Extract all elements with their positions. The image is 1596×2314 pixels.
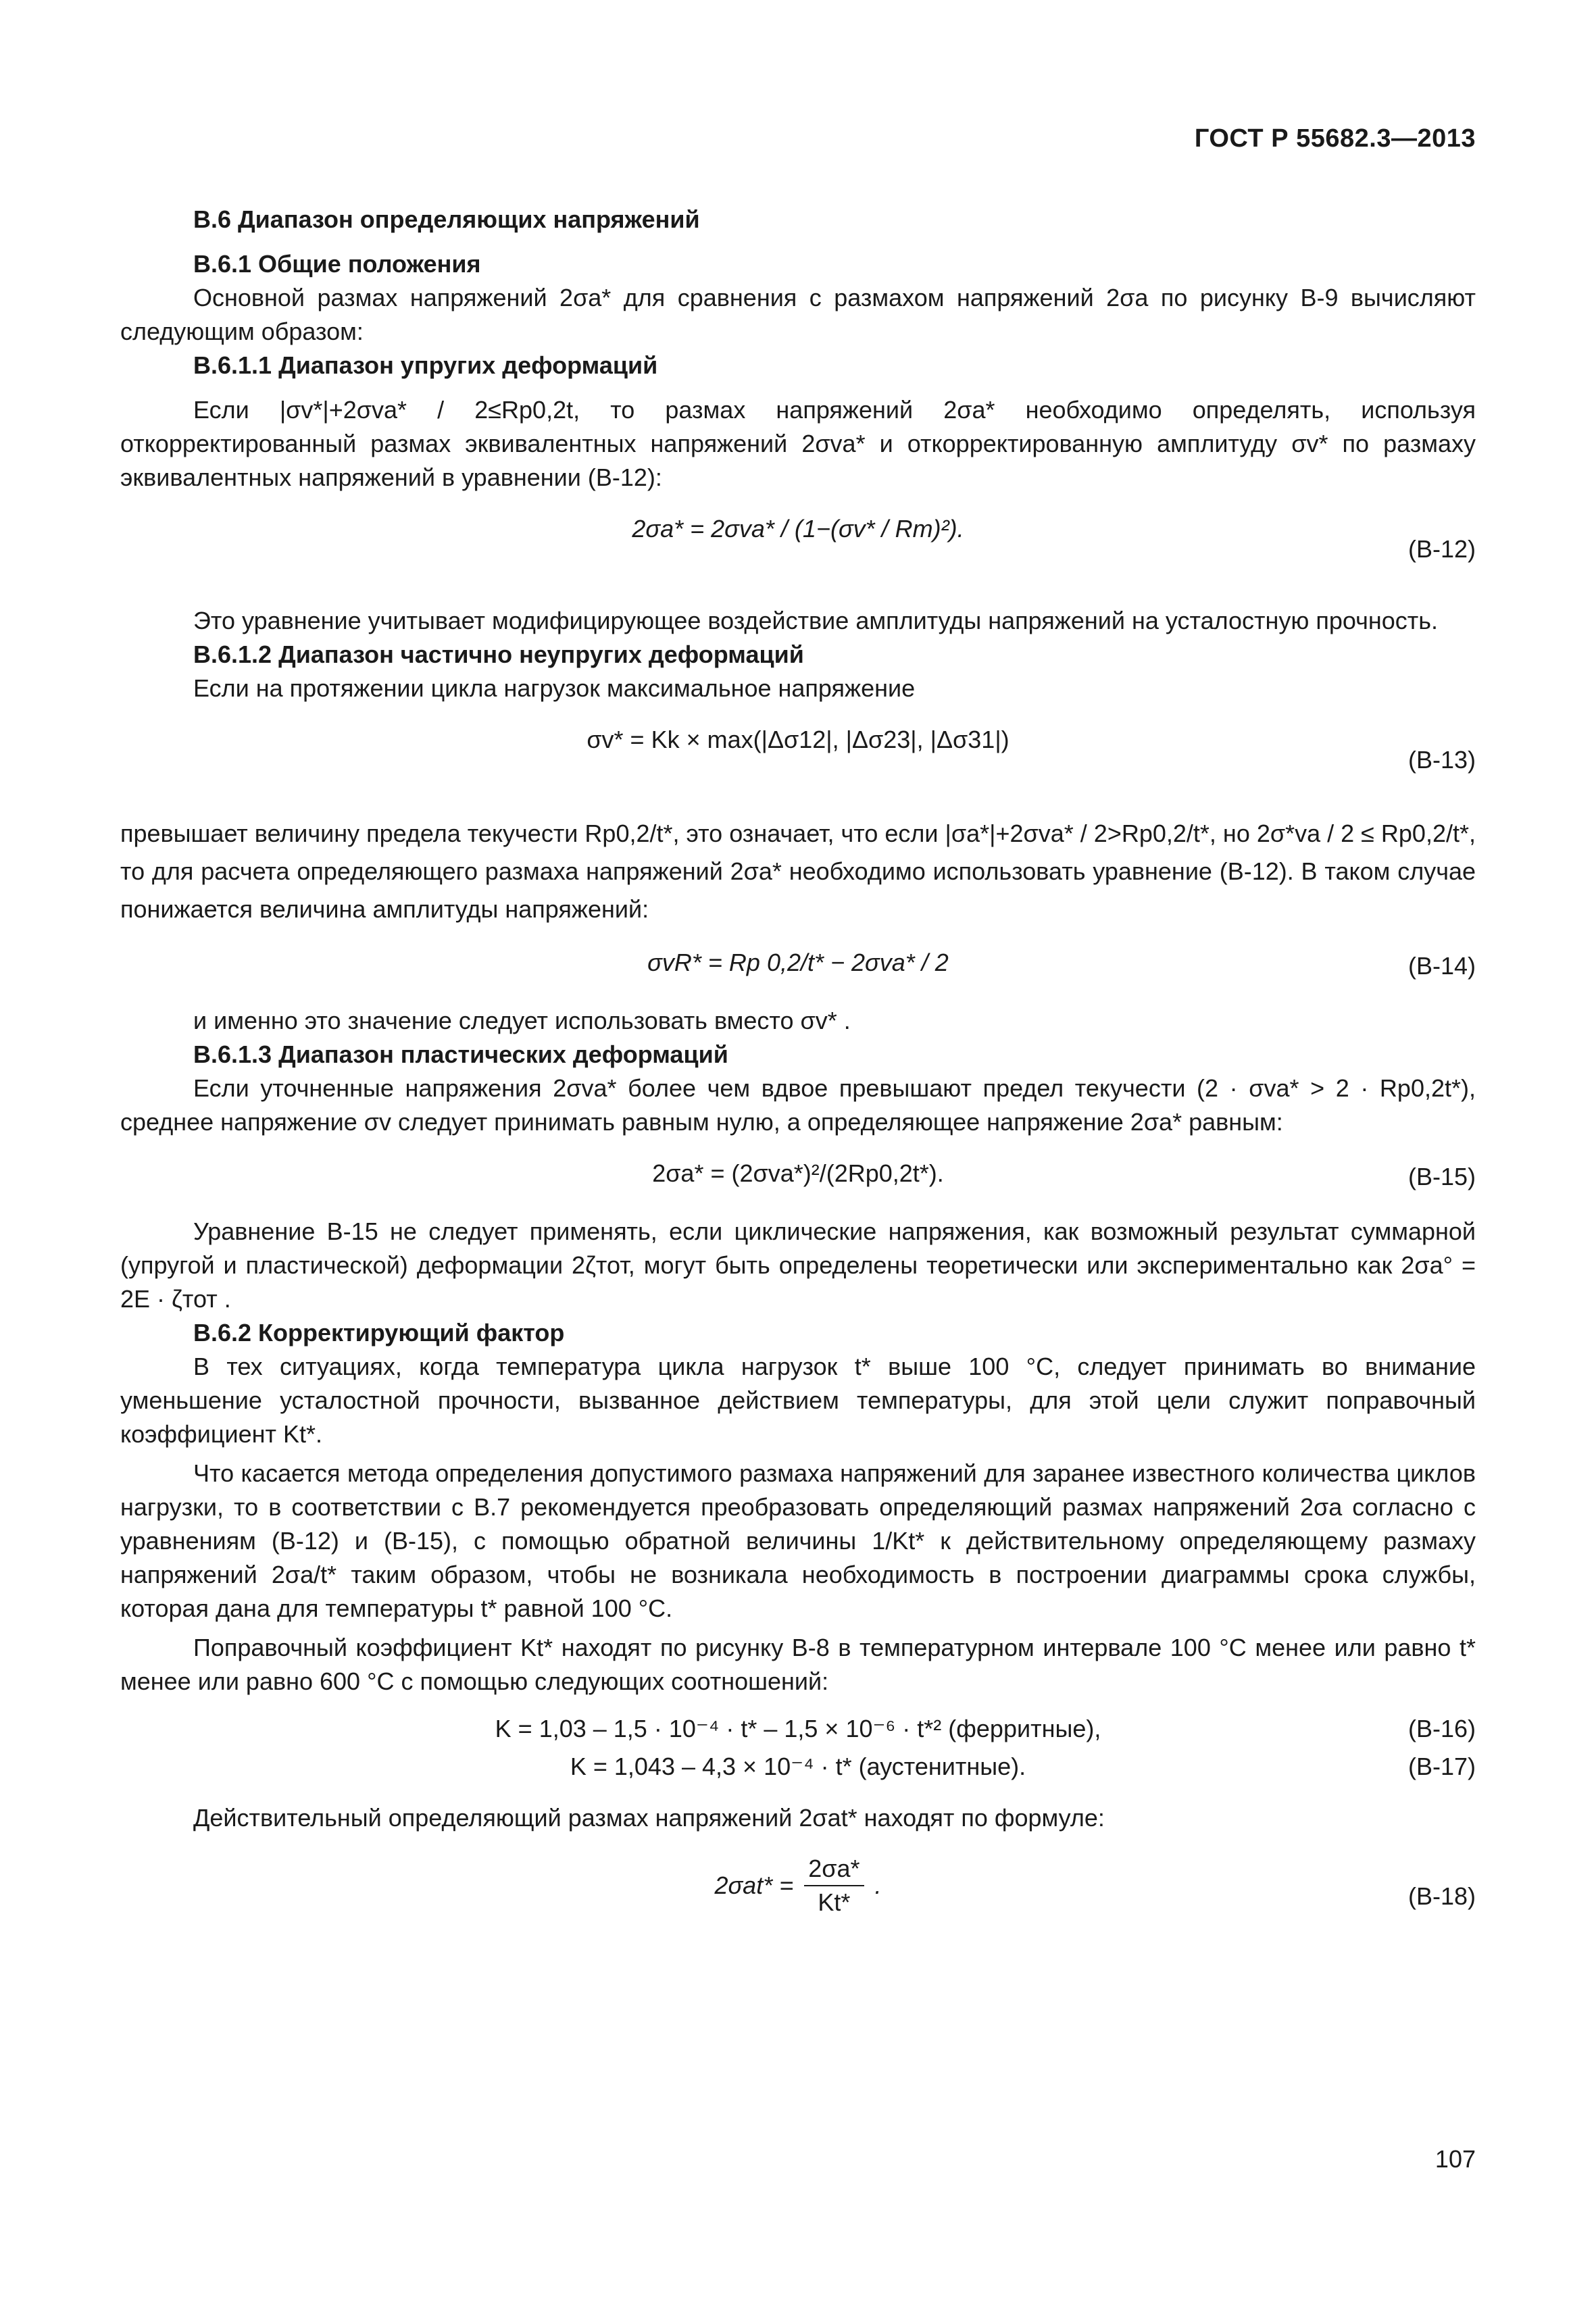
section-title-b611: В.6.1.1 Диапазон упругих деформаций [193, 351, 658, 379]
equation-b17-formula: K = 1,043 – 4,3 × 10⁻⁴ · t* (аустенитные). [570, 1753, 1026, 1780]
equation-b12-formula: 2σa* = 2σva* / (1−(σv* / Rm)²). [632, 515, 964, 543]
equation-b14 [120, 946, 1476, 986]
equation-b12 [120, 512, 1476, 586]
equation-b13-formula: σv* = Kk × max(|Δσ12|, |Δσ23|, |Δσ31|) [587, 726, 1009, 753]
section-title-b61: В.6.1 Общие положения [193, 250, 481, 278]
paragraph-b613: Если уточненные напряжения 2σva* более чем вдвое превышают предел текучести (2 · σva* > 2 · Rp0,2t*), среднее напряжение σv следует принимать равным нулю, а определяющее напряжение 2σa* равным: [120, 1074, 1476, 1136]
equation-b18 [120, 1853, 1476, 1940]
equation-b16 [120, 1712, 1476, 1750]
equations-b16-b17 [120, 1712, 1476, 1788]
section-title-b62: В.6.2 Корректирующий фактор [193, 1319, 565, 1347]
section-title-b612: В.6.1.2 Диапазон частично неупругих деформаций [193, 640, 804, 668]
page-number: 107 [1435, 2145, 1476, 2173]
equation-b15-number: (В-15) [1407, 1163, 1476, 1190]
page-content [120, 203, 1476, 1958]
paragraph-b61: Основной размах напряжений 2σa* для сравнения с размахом напряжений 2σa по рисунку В-9 вычисляют следующим образом: [120, 284, 1476, 345]
paragraph-b611: Если |σv*|+2σva* / 2≤Rp0,2t, то размах напряжений 2σa* необходимо определять, используя откорректированный размах эквивалентных напряжений 2σva* и откорректированную амплитуду σv* по размаху эквивалентных напряжений в уравнении (В-12): [120, 396, 1476, 491]
equation-b18-denominator: Kt* [818, 1888, 851, 1916]
section-title-b6: В.6 Диапазон определяющих напряжений [193, 205, 700, 233]
equation-b18-number: (В-18) [1407, 1882, 1476, 1910]
section-title-b613: В.6.1.3 Диапазон пластических деформаций [193, 1040, 728, 1068]
paragraph-b613-after: Уравнение В-15 не следует применять, если циклические напряжения, как возможный результат суммарной (упругой и пластической) деформации 2ζтот, могут быть определены теоретически или экспериментально как 2σa° = 2E · ζтот . [120, 1217, 1476, 1313]
paragraph-b612: Если на протяжении цикла нагрузок максимальное напряжение [193, 674, 916, 702]
equation-b13-number: (В-13) [1407, 746, 1476, 774]
equation-b18-tail: . [874, 1871, 882, 1899]
paragraph-b62-4: Действительный определяющий размах напряжений 2σat* находят по формуле: [193, 1804, 1105, 1832]
paragraph-b62-2: Что касается метода определения допустимого размаха напряжений для заранее известного количества циклов нагрузки, то в соответствии с В.7 рекомендуется преобразовать определяющий размах напряжений 2σa согласно с уравнениям (В-12) и (В-15), с помощью обратной величины 1/Kt* к действительному определяющему размаху напряжений 2σa/t* таким образом, чтобы не возникала необходимость в построении диаграммы срока службы, которая дана для температуры t* равной 100 °С. [120, 1459, 1476, 1622]
standard-header: ГОСТ Р 55682.3—2013 [1194, 124, 1476, 153]
paragraph-b611-after: Это уравнение учитывает модифицирующее воздействие амплитуды напряжений на усталостную прочность. [193, 607, 1439, 634]
paragraph-b62-1: В тех ситуациях, когда температура цикла нагрузок t* выше 100 °С, следует принимать во внимание уменьшение усталостной прочности, вызванное действием температуры, для этой цели служит поправочный коэффициент Kt*. [120, 1353, 1476, 1448]
paragraph-b612-continued: превышает величину предела текучести Rp0,2/t*, это означает, что если |σa*|+2σva* / 2>Rp0,2/t*, но 2σ*va / 2 ≤ Rp0,2/t*, то для расчета определяющего размаха напряжений 2σa* необходимо использовать уравнение (В-12). В таком случае понижается величина амплитуды напряжений: [120, 820, 1476, 923]
equation-b16-formula: K = 1,03 – 1,5 · 10⁻⁴ · t* – 1,5 × 10⁻⁶ · t*² (ферритные), [495, 1715, 1101, 1742]
equation-b17 [120, 1750, 1476, 1788]
equation-b15-formula: 2σa* = (2σva*)²/(2Rp0,2t*). [652, 1159, 944, 1187]
equation-b16-number: (В-16) [1407, 1715, 1476, 1742]
equation-b14-formula: σvR* = Rp 0,2/t* − 2σva* / 2 [647, 949, 949, 976]
paragraph-b612-after: и именно это значение следует использовать вместо σv* . [193, 1007, 851, 1034]
equation-b18-fraction [804, 1853, 864, 1919]
equation-b14-number: (В-14) [1407, 952, 1476, 980]
equation-b13 [120, 723, 1476, 797]
equation-b17-number: (В-17) [1407, 1753, 1476, 1780]
paragraph-b62-3: Поправочный коэффициент Kt* находят по рисунку В-8 в температурном интервале 100 °С менее или равно t* менее или равно 600 °С с помощью следующих соотношений: [120, 1634, 1476, 1695]
equation-b18-lhs: 2σat* = [714, 1871, 794, 1899]
equation-b15 [120, 1157, 1476, 1197]
equation-b12-number: (В-12) [1407, 535, 1476, 563]
equation-b18-numerator: 2σa* [804, 1853, 864, 1886]
